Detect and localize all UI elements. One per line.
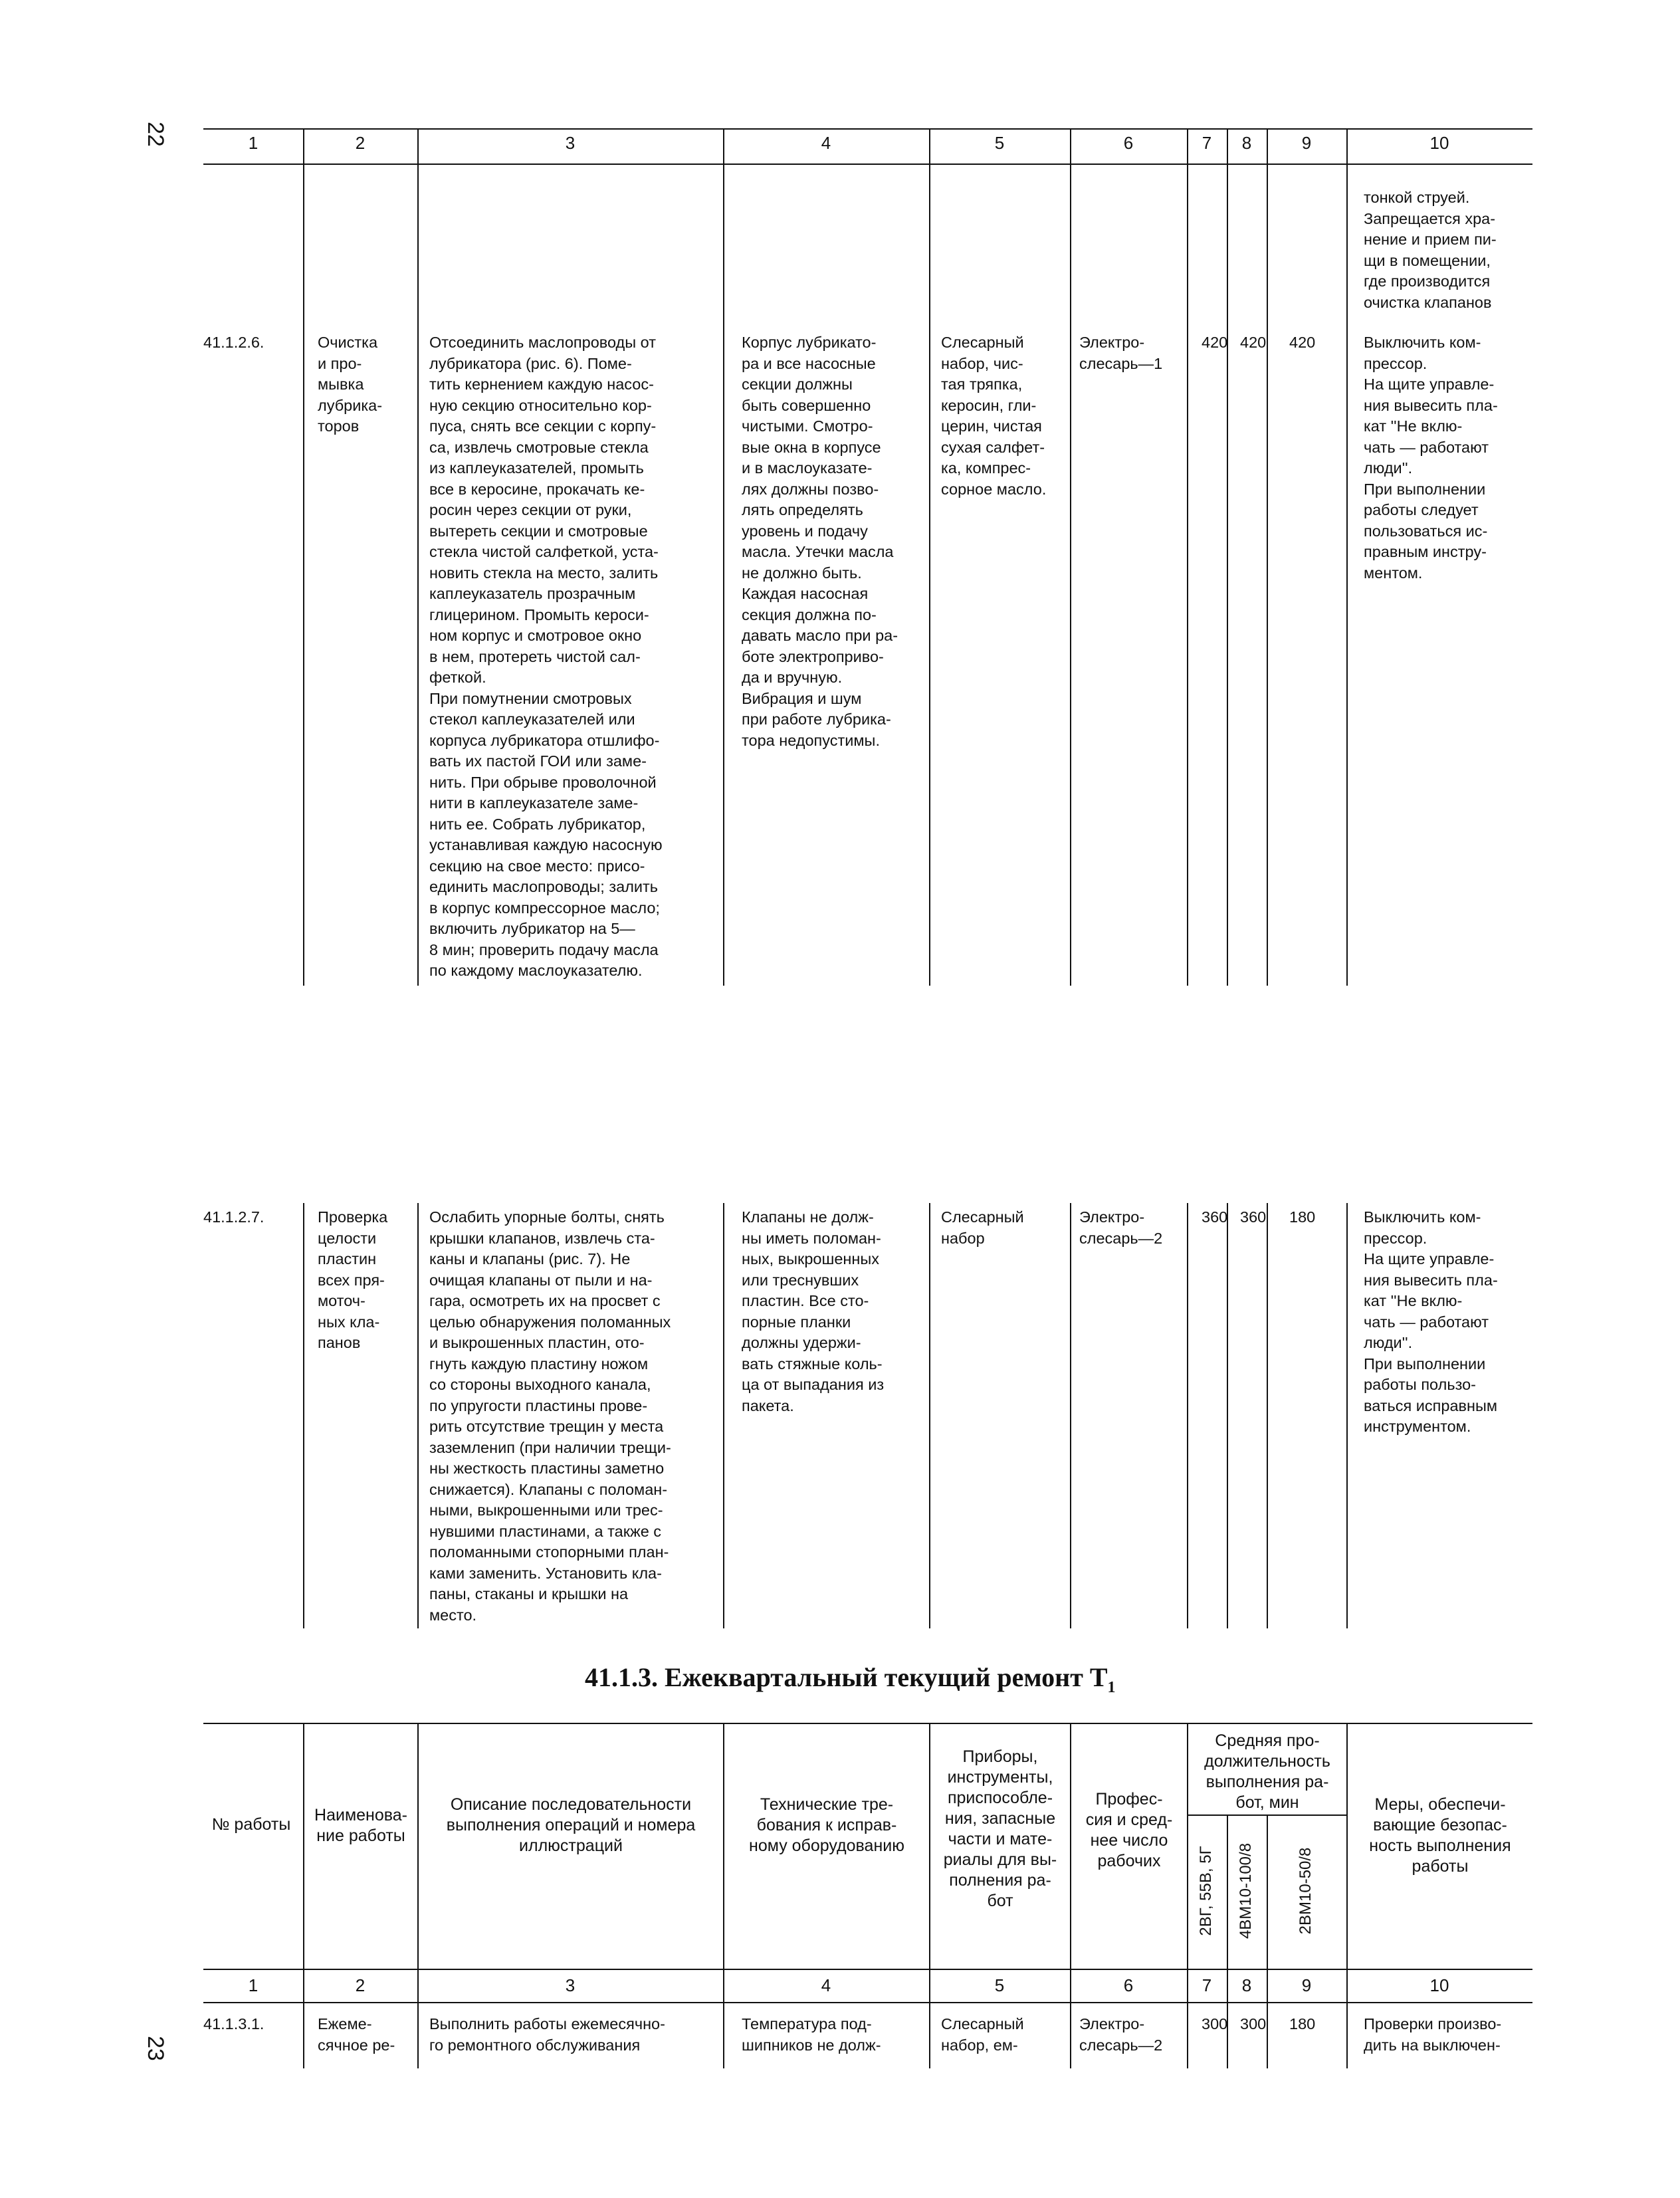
work-requirements: Температура под- шипников не долж- xyxy=(742,2015,881,2054)
column-number: 6 xyxy=(1123,133,1134,153)
header-description: Описание последовательности выполнения операций и номера иллюстраций xyxy=(446,1795,696,1855)
work-description: Выполнить работы ежемесячно- го ремонтного обслуживания xyxy=(429,2015,665,2054)
work-safety: Выключить ком- прессор. На щите управле- ния вывесить пла- кат ''Не вклю- чать — работают люди''. При выполнении работы пользо- ваться исправным инструментом. xyxy=(1364,1208,1498,1435)
column-number: 7 xyxy=(1202,133,1212,153)
work-profession: Электро- слесарь—1 xyxy=(1079,334,1163,372)
duration-4vm: 300 xyxy=(1240,2015,1267,2033)
column-number: 2 xyxy=(355,133,366,153)
bottom-table-top-border xyxy=(203,1723,1532,1724)
column-number: 1 xyxy=(248,133,259,153)
column-number: 10 xyxy=(1429,1975,1449,1995)
work-tools: Слесарный набор, ем- xyxy=(941,2015,1024,2054)
section-title-text: 41.1.3. Ежеквартальный текущий ремонт Т xyxy=(585,1662,1108,1692)
work-name: Проверка целости пластин всех пря- моточ- ных кла- панов xyxy=(318,1208,388,1351)
column-number: 8 xyxy=(1241,133,1252,153)
work-name: Ежеме- сячное ре- xyxy=(318,2015,395,2054)
column-number: 9 xyxy=(1301,1975,1312,1995)
column-number: 8 xyxy=(1241,1975,1252,1995)
column-number: 10 xyxy=(1429,133,1449,153)
work-number: 41.1.2.6. xyxy=(203,334,264,351)
header-model-2vg: 2ВГ, 55В, 5Г xyxy=(1197,1846,1215,1936)
column-number: 4 xyxy=(821,133,831,153)
header-profession: Профес- сия и сред- нее число рабочих xyxy=(1085,1790,1173,1870)
duration-4vm: 420 xyxy=(1240,334,1267,351)
duration-2vg: 300 xyxy=(1202,2015,1228,2033)
continuation-safety-text: тонкой струей. Запрещается хра- нение и прием пи- щи в помещении, где производится очистка клапанов xyxy=(1364,189,1497,311)
work-name: Очистка и про- мывка лубрика- торов xyxy=(318,334,383,435)
header-work-name: Наименова- ние работы xyxy=(314,1806,407,1845)
work-profession: Электро- слесарь—2 xyxy=(1079,1208,1163,1247)
header-duration-group: Средняя про- должительность выполнения ра- бот, мин xyxy=(1204,1731,1330,1812)
header-tools: Приборы, инструменты, приспособле- ния, запасные части и мате- риалы для вы- полнения ра- бот xyxy=(943,1747,1057,1910)
header-model-4vm: 4ВМ10-100/8 xyxy=(1237,1842,1255,1939)
column-number: 1 xyxy=(248,1975,259,1995)
column-number: 4 xyxy=(821,1975,831,1995)
column-number: 5 xyxy=(994,1975,1005,1995)
column-number: 5 xyxy=(994,133,1005,153)
column-numbers-divider xyxy=(203,164,1532,165)
duration-2vg: 420 xyxy=(1202,334,1228,351)
header-requirements: Технические тре- бования к исправ- ному оборудованию xyxy=(749,1795,904,1855)
work-safety: Проверки произво- дить на выключен- xyxy=(1364,2015,1502,2054)
header-model-2vm: 2ВМ10-50/8 xyxy=(1297,1847,1314,1935)
duration-4vm: 360 xyxy=(1240,1208,1267,1226)
column-number: 7 xyxy=(1202,1975,1212,1995)
work-safety: Выключить ком- прессор. На щите управле- ния вывесить пла- кат ''Не вклю- чать — работают люди''. При выполнении работы следует пользоваться ис- правным инстру- ментом. xyxy=(1364,334,1498,582)
work-requirements: Корпус лубрикато- ра и все насосные секции должны быть совершенно чистыми. Смотро- вые окна в корпусе и в маслоуказате- лях должны позво- лять определять уровень и подачу масла. Утечки масла не должно быть. Каждая насосная секция должна по- давать масло при ра- боте электроприво- да и вручную. Вибрация и шум при работе лубрика- тора недопустимы. xyxy=(742,334,898,749)
page-number-top: 22 xyxy=(143,122,168,147)
column-number: 6 xyxy=(1123,1975,1134,1995)
section-title-subscript: 1 xyxy=(1107,1679,1116,1696)
work-tools: Слесарный набор, чис- тая тряпка, керосин, гли- церин, чистая сухая салфет- ка, компрес- сорное масло. xyxy=(941,334,1047,498)
column-number: 3 xyxy=(565,133,576,153)
column-number: 2 xyxy=(355,1975,366,1995)
column-number: 3 xyxy=(565,1975,576,1995)
work-description: Отсоединить маслопроводы от лубрикатора (рис. 6). Поме- тить кернением каждую насос- ную секцию относительно кор- пуса, снять все секции с корпу- са, извлечь смотровые стекла из каплеуказателей, промыть все в керосине, прокачать ке- росин через секции от руки, вытереть секции и смотровые стекла чистой салфеткой, уста- новить стекла на место, залить каплеуказатель прозрачным глицерином. Промыть кероси- ном корпус и смотровое окно в нем, протереть чистой сал- феткой. При помутнении смотровых стекол каплеуказателей или корпуса лубрикатора отшлифо- вать их пастой ГОИ или заме- нить. При обрыве проволочной нити в каплеуказателе заме- нить ее. Собрать лубрикатор, устанавливая каждую насосную секцию на свое место: присо- единить маслопроводы; залить в корпус компрессорное масло; включить лубрикатор на 5— 8 мин; проверить подачу масла по каждому маслоуказателю. xyxy=(429,334,663,979)
work-number: 41.1.3.1. xyxy=(203,2015,264,2033)
work-profession: Электро- слесарь—2 xyxy=(1079,2015,1163,2054)
duration-2vm: 420 xyxy=(1289,334,1316,351)
work-requirements: Клапаны не долж- ны иметь поломан- ных, выкрошенных или треснувших пластин. Все сто- порные планки должны удержи- вать стяжные коль- ца от выпадания из пакета. xyxy=(742,1208,885,1414)
duration-2vm: 180 xyxy=(1289,1208,1316,1226)
work-tools: Слесарный набор xyxy=(941,1208,1024,1247)
table-top-border xyxy=(203,128,1532,130)
section-title xyxy=(585,1662,1183,1697)
work-number: 41.1.2.7. xyxy=(203,1208,264,1226)
duration-2vg: 360 xyxy=(1202,1208,1228,1226)
duration-2vm: 180 xyxy=(1289,2015,1316,2033)
column-number: 9 xyxy=(1301,133,1312,153)
column-numbers-bottom-border xyxy=(203,2002,1532,2003)
page-number-bottom: 23 xyxy=(143,2036,168,2061)
header-bottom-border xyxy=(203,1969,1532,1970)
header-safety: Меры, обеспечи- вающие безопас- ность выполнения работы xyxy=(1369,1795,1511,1876)
work-description: Ослабить упорные болты, снять крышки клапанов, извлечь ста- каны и клапаны (рис. 7). Не очищая клапаны от пыли и на- гара, осмотреть их на просвет с целью обнаружения поломанных и выкрошенных пластин, ото- гнуть каждую пластину ножом со стороны выходного канала, по упругости пластины прове- рить отсутствие трещин у места заземленип (при наличии трещи- ны жесткость пластины заметно снижается). Клапаны с поломан- ными, выкрошенными или трес- нувшими пластинами, а также с поломанными стопорными план- ками заменить. Установить кла- паны, стаканы и крышки на место. xyxy=(429,1208,671,1624)
header-work-number: № работы xyxy=(211,1815,291,1834)
